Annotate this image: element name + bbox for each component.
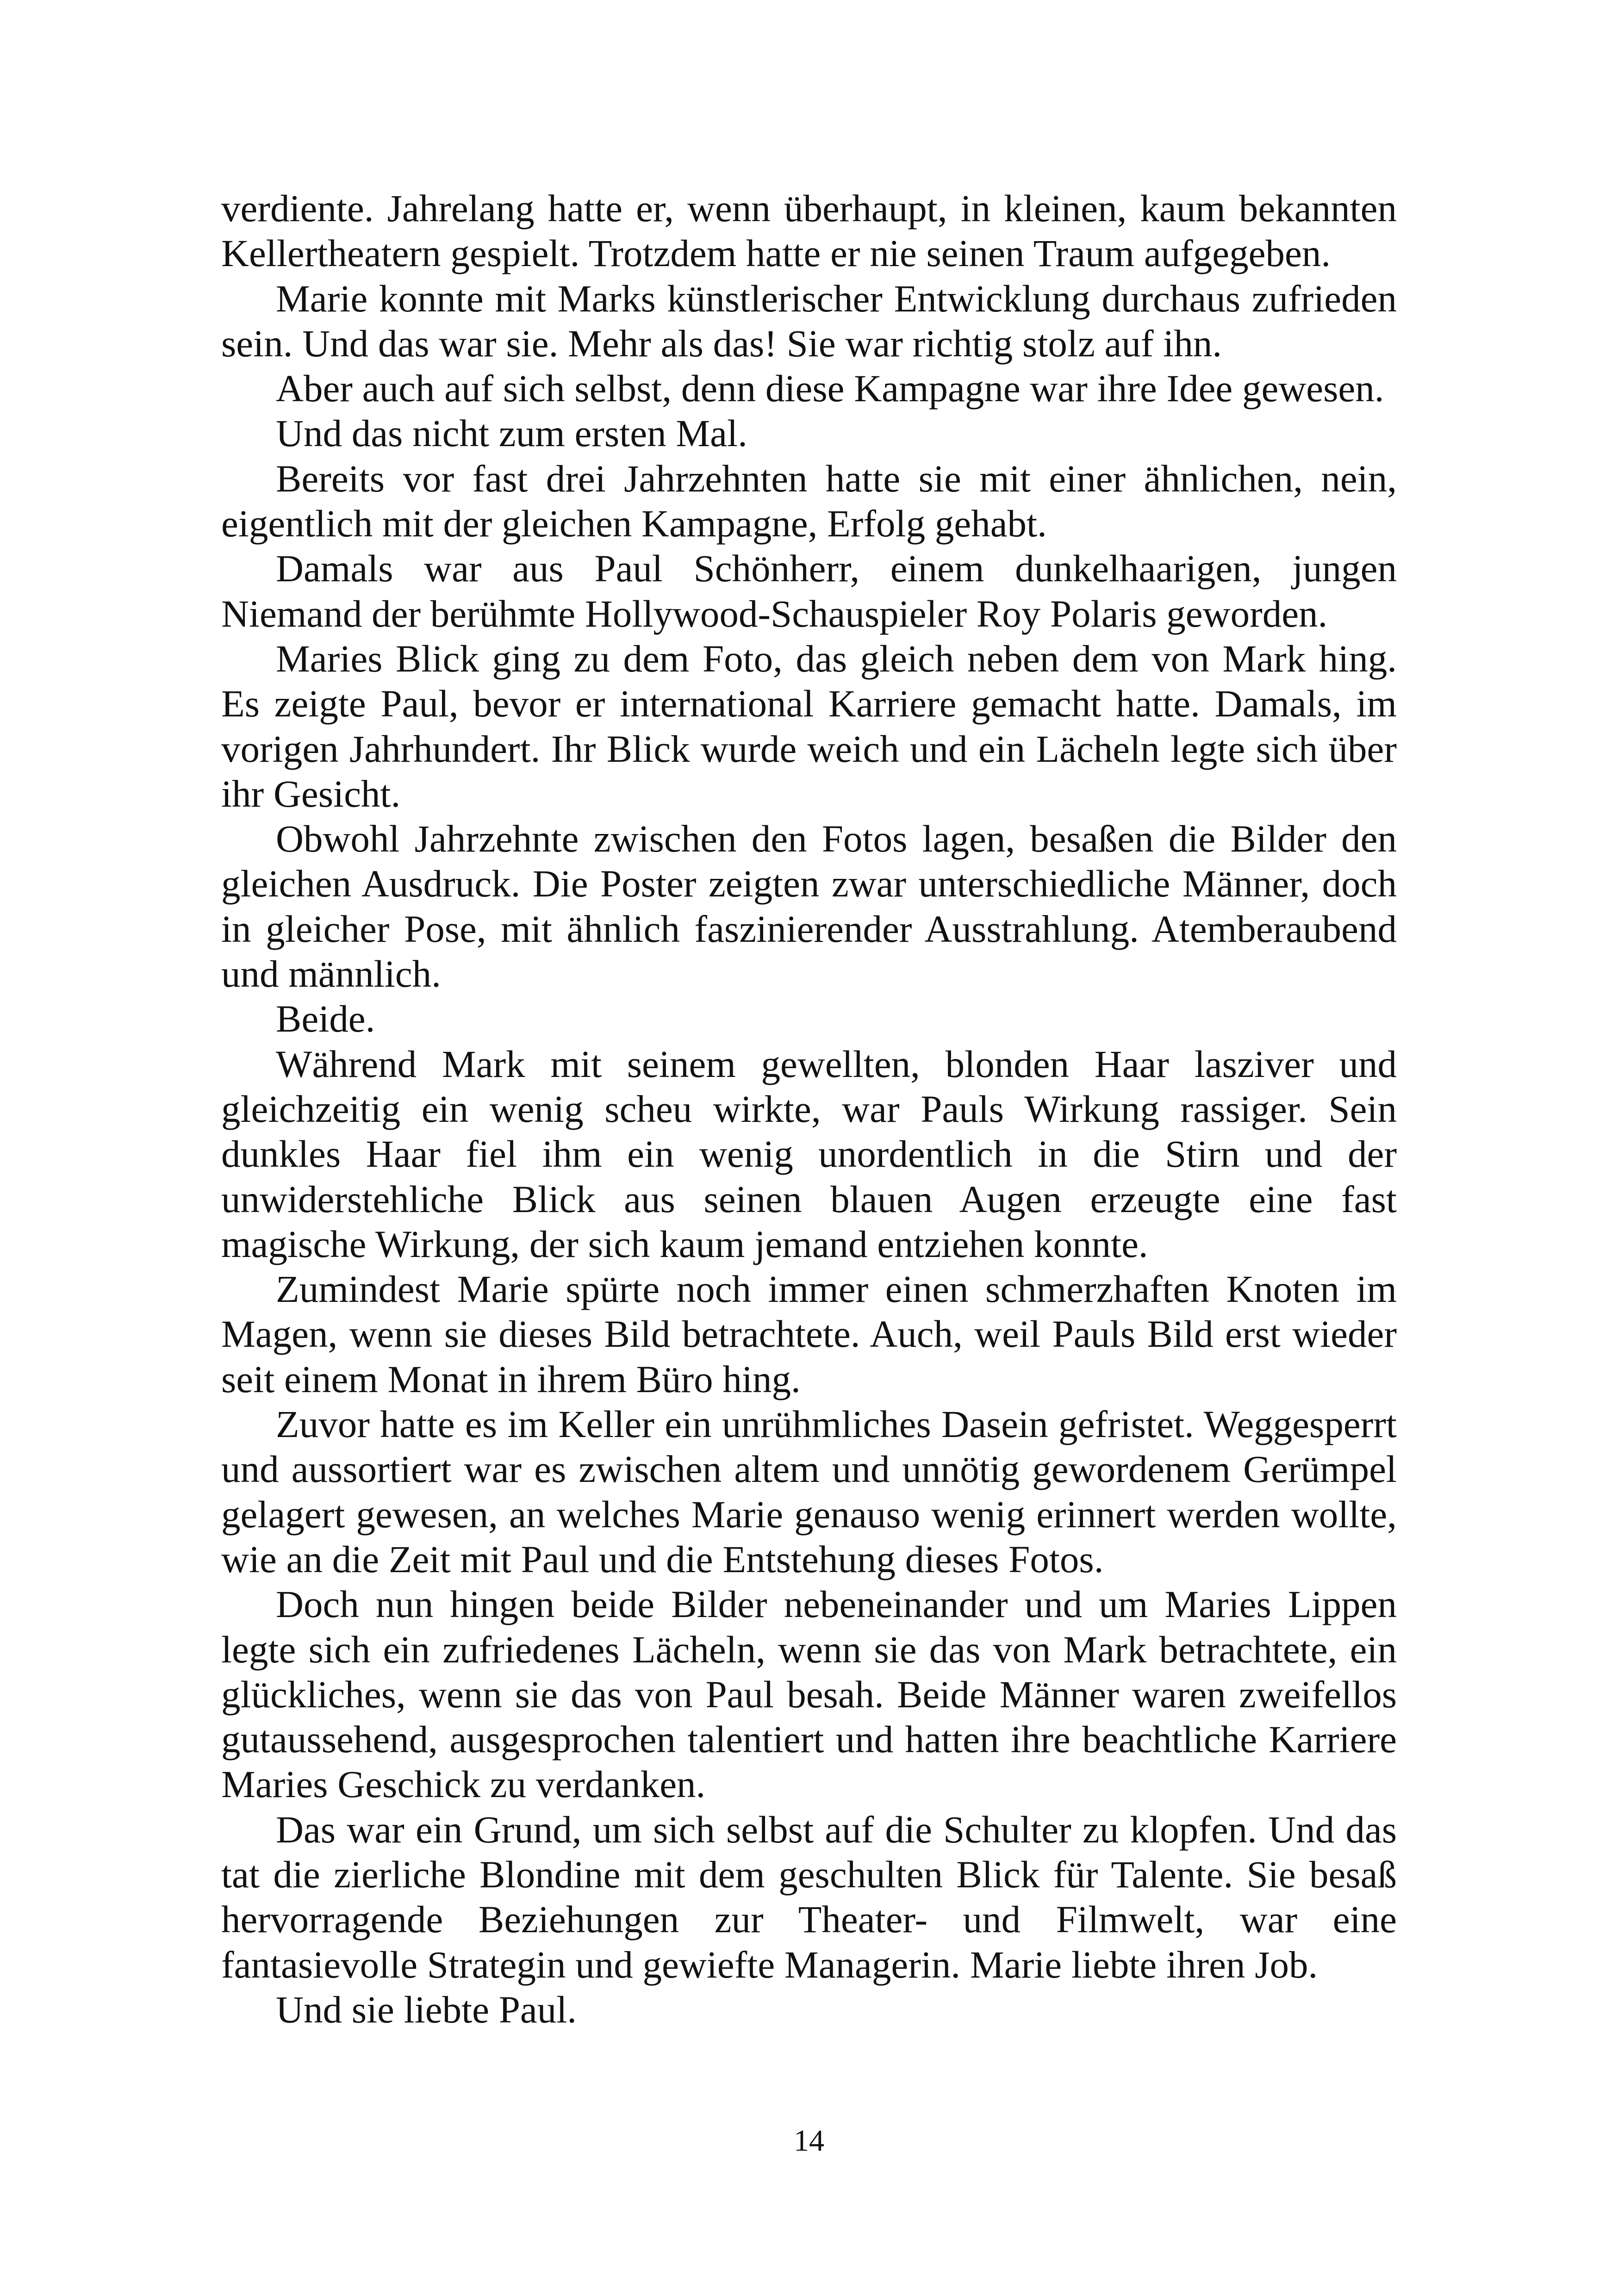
paragraph: Obwohl Jahrzehnte zwischen den Fotos lagen, besaßen die Bilder den gleichen Ausdruck. Die Poster zeigten zwar unterschiedliche Männer, doch in gleicher Pose, mit ähnlich faszinierender Ausstrahlung. Atemberaubend und männlich. [221, 817, 1397, 996]
paragraph: Damals war aus Paul Schönherr, einem dunkelhaarigen, jungen Niemand der berühmte Hollywood-Schauspieler Roy Polaris geworden. [221, 547, 1397, 635]
paragraph: Während Mark mit seinem gewellten, blonden Haar lasziver und gleichzeitig ein wenig scheu wirkte, war Pauls Wirkung rassiger. Sein dunkles Haar fiel ihm ein wenig unordentlich in die Stirn und der unwiderstehliche Blick aus seinen blauen Augen erzeugte eine fast magische Wirkung, der sich kaum jemand entziehen konnte. [221, 1042, 1397, 1265]
page-number: 14 [794, 2124, 824, 2158]
paragraph: Bereits vor fast drei Jahrzehnten hatte sie mit einer ähnlichen, nein, eigentlich mit der gleichen Kampagne, Erfolg gehabt. [221, 457, 1397, 545]
paragraph: Marie konnte mit Marks künstlerischer Entwicklung durchaus zufrieden sein. Und das war sie. Mehr als das! Sie war richtig stolz auf ihn. [221, 277, 1397, 365]
paragraph: Doch nun hingen beide Bilder nebeneinander und um Maries Lippen legte sich ein zufriedenes Lächeln, wenn sie das von Mark betrachtete, ein glückliches, wenn sie das von Paul besah. Beide Männer waren zweifellos gutaussehend, ausgesprochen talentiert und hatten ihre beachtliche Karriere Maries Geschick zu verdanken. [221, 1583, 1397, 1806]
body-text [221, 186, 1397, 2032]
paragraph: Zuvor hatte es im Keller ein unrühmliches Dasein gefristet. Weggesperrt und aussortiert war es zwischen altem und unnötig gewordenem Gerümpel gelagert gewesen, an welches Marie genauso wenig erinnert werden wollte, wie an die Zeit mit Paul und die Entstehung dieses Fotos. [221, 1403, 1397, 1580]
paragraph: Und das nicht zum ersten Mal. [276, 412, 747, 455]
paragraph: Zumindest Marie spürte noch immer einen schmerzhaften Knoten im Magen, wenn sie dieses Bild betrachtete. Auch, weil Pauls Bild erst wieder seit einem Monat in ihrem Büro hing. [221, 1268, 1397, 1400]
paragraph: verdiente. Jahrelang hatte er, wenn überhaupt, in kleinen, kaum bekannten Kellertheatern gespielt. Trotzdem hatte er nie seinen Traum aufgegeben. [221, 187, 1397, 275]
paragraph: Und sie liebte Paul. [276, 1988, 577, 2031]
paragraph: Maries Blick ging zu dem Foto, das gleich neben dem von Mark hing. Es zeigte Paul, bevor er international Karriere gemacht hatte. Damals, im vorigen Jahrhundert. Ihr Blick wurde weich und ein Lächeln legte sich über ihr Gesicht. [221, 637, 1397, 815]
paragraph: Das war ein Grund, um sich selbst auf die Schulter zu klopfen. Und das tat die zierliche Blondine mit dem geschulten Blick für Talente. Sie besaß hervorragende Beziehungen zur Theater- und Filmwelt, war eine fantasievolle Strategin und gewiefte Managerin. Marie liebte ihren Job. [221, 1808, 1397, 1986]
paragraph: Beide. [276, 997, 375, 1040]
paragraph: Aber auch auf sich selbst, denn diese Kampagne war ihre Idee gewesen. [276, 367, 1384, 410]
